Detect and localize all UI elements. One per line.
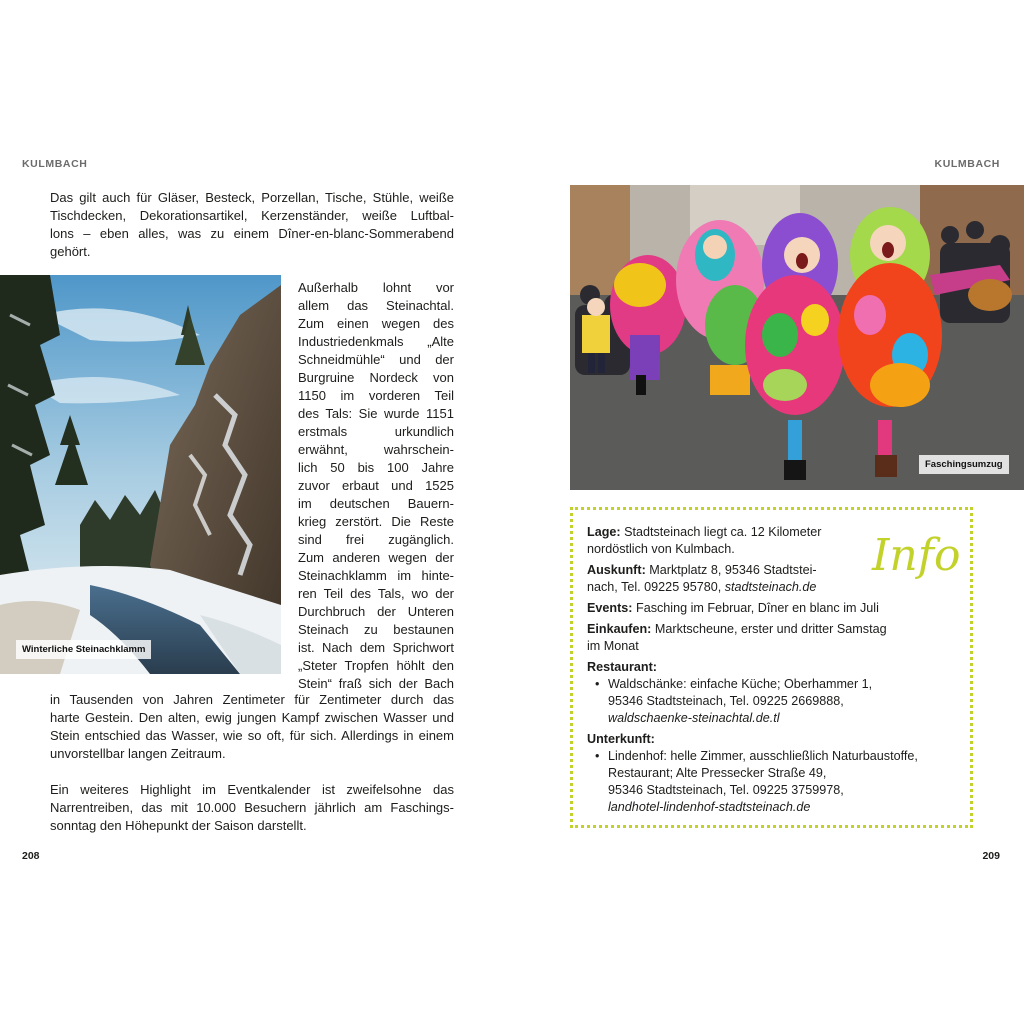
lage-label: Lage:	[587, 525, 621, 539]
running-head-right: KULMBACH	[934, 158, 1000, 170]
column-line: Durchbruch der Unteren	[298, 604, 454, 619]
lage-text-2: nordöstlich von Kulmbach.	[587, 542, 735, 556]
restaurant-label: Restaurant:	[587, 660, 657, 674]
running-head-left: KULMBACH	[22, 158, 88, 170]
photo-caption-winter: Winterliche Steinachklamm	[16, 640, 151, 659]
unterkunft-bullet	[587, 748, 959, 816]
info-events	[587, 600, 959, 617]
einkaufen-text-2: im Monat	[587, 639, 639, 653]
auskunft-text-2: nach, Tel. 09225 95780,	[587, 580, 725, 594]
info-restaurant	[587, 659, 959, 727]
column-line: ren Teil des Tals, wo der	[298, 586, 454, 601]
restaurant-bullet	[587, 676, 959, 727]
unterkunft-label: Unterkunft:	[587, 732, 655, 746]
closing-paragraph	[50, 781, 454, 835]
lage-text-1: Stadtsteinach liegt ca. 12 Kilometer	[620, 525, 822, 539]
events-label: Events:	[587, 601, 633, 615]
column-line: zuvor erbaut und 1525	[298, 478, 454, 493]
intro-line: gehört.	[50, 244, 91, 259]
column-line: 1150 im vorderen Teil	[298, 388, 454, 403]
column-line: „Steter Tropfen höhlt den	[298, 658, 454, 673]
column-line: Außerhalb lohnt vor	[298, 280, 454, 295]
column-line: sind frei zugänglich.	[298, 532, 454, 547]
column-line: erstmals urkundlich	[298, 424, 454, 439]
column-line: Burgruine Nordeck von	[298, 370, 454, 385]
column-line: Zum einen wegen des	[298, 316, 454, 331]
column-line: allem das Steinachtal.	[298, 298, 454, 313]
intro-line: Tischdecken, Dekorationsartikel, Kerzenständer, weiße Luftbal-	[50, 208, 454, 223]
closing-line: sonntag den Höhepunkt der Saison darstellt.	[50, 818, 307, 833]
info-script-text: Info	[872, 530, 961, 581]
intro-line: Das gilt auch für Gläser, Besteck, Porzellan, Tische, Stühle, weiße	[50, 190, 454, 205]
continuation-line: unvorstellbar langen Zeitraum.	[50, 746, 226, 761]
auskunft-label: Auskunft:	[587, 563, 646, 577]
continuation-paragraph	[50, 691, 454, 763]
info-einkaufen	[587, 621, 959, 655]
continuation-line: harte Gestein. Den alten, ewig jungen Kampf zwischen Wasser und	[50, 710, 454, 725]
column-line: erwähnt, wahrschein-	[298, 442, 454, 457]
intro-line: lons – eben alles, was zu einem Dîner-en-blanc-Sommerabend	[50, 226, 454, 241]
column-line: des Tals: Sie wurde 1151	[298, 406, 454, 421]
column-line: Steinachklamm im hinte-	[298, 568, 454, 583]
column-line: lich 50 bis 100 Jahre	[298, 460, 454, 475]
unterkunft-text-3: 95346 Stadtsteinach, Tel. 09225 3759978,	[608, 783, 844, 797]
continuation-line: Stein entschied das Wasser, wie so oft, für sich. Allerdings in einem	[50, 728, 454, 743]
unterkunft-text-2: Restaurant; Alte Pressecker Straße 49,	[608, 766, 827, 780]
intro-paragraph	[50, 189, 454, 261]
column-line: Stein“ fraß sich der Bach	[298, 676, 454, 691]
column-line: ist. Nach dem Sprichwort	[298, 640, 454, 655]
continuation-line: in Tausenden von Jahren Zentimeter für Zentimeter durch das	[50, 692, 454, 707]
page-number-left: 208	[22, 850, 40, 862]
einkaufen-label: Einkaufen:	[587, 622, 652, 636]
restaurant-text-1: Waldschänke: einfache Küche; Oberhammer 1,	[608, 677, 873, 691]
carnival-parade-photo	[570, 185, 1024, 490]
restaurant-link[interactable]: waldschaenke-steinachtal.de.tl	[608, 711, 780, 725]
winter-gorge-photo	[0, 275, 281, 674]
restaurant-text-2: 95346 Stadtsteinach, Tel. 09225 2669888,	[608, 694, 844, 708]
info-unterkunft	[587, 731, 959, 816]
column-line: Steinach zu bestaunen	[298, 622, 454, 637]
column-line: Schneidmühle“ und der	[298, 352, 454, 367]
column-line: Zum anderen wegen der	[298, 550, 454, 565]
unterkunft-text-1: Lindenhof: helle Zimmer, ausschließlich Naturbaustoffe,	[608, 749, 918, 763]
column-line: krieg zerstört. Die Reste	[298, 514, 454, 529]
auskunft-link[interactable]: stadtsteinach.de	[724, 580, 817, 594]
events-text: Fasching im Februar, Dîner en blanc im Juli	[632, 601, 879, 615]
closing-line: Narrentreiben, das mit 10.000 Besuchern jährlich am Faschings-	[50, 800, 454, 815]
closing-line: Ein weiteres Highlight im Eventkalender ist zweifelsohne das	[50, 782, 454, 797]
column-line: Industriedenkmals „Alte	[298, 334, 454, 349]
photo-caption-parade: Faschingsumzug	[919, 455, 1009, 474]
einkaufen-text-1: Marktscheune, erster und dritter Samstag	[651, 622, 887, 636]
unterkunft-link[interactable]: landhotel-lindenhof-stadtsteinach.de	[608, 800, 811, 814]
side-column	[298, 279, 454, 693]
column-line: im deutschen Bauern-	[298, 496, 454, 511]
auskunft-text-1: Marktplatz 8, 95346 Stadtstei-	[645, 563, 817, 577]
info-script-title	[868, 518, 966, 595]
page-number-right: 209	[982, 850, 1000, 862]
